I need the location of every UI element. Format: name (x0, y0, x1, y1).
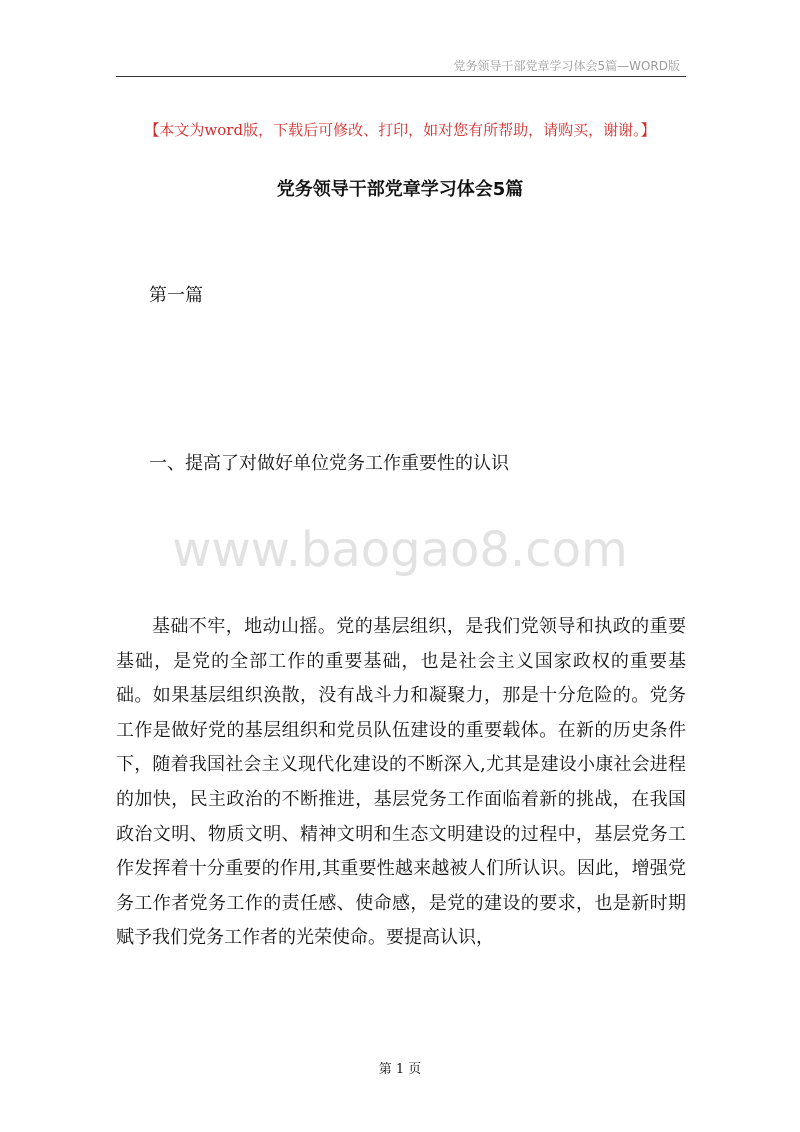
document-title: 党务领导干部党章学习体会5篇 (276, 179, 524, 200)
page-number: 第 1 页 (378, 1062, 422, 1077)
section-label: 第一篇 (149, 285, 203, 306)
body-paragraph: 基础不牢，地动山摇。党的基层组织，是我们党领导和执政的重要基础，是党的全部工作的重要基础，也是社会主义国家政权的重要基础。如果基层组织涣散，没有战斗力和凝聚力，那是十分危险的。党务工作是做好党的基层组织和党员队伍建设的重要载体。在新的历史条件下，随着我国社会主义现代化建设的不断深入,尤其是建设小康社会进程的加快，民主政治的不断推进，基层党务工作面临着新的挑战，在我国政治文明、物质文明、精神文明和生态文明建设的过程中，基层党务工作发挥着十分重要的作用,其重要性越来越被人们所认识。因此，增强党务工作者党务工作的责任感、使命感，是党的建设的要求，也是新时期赋予我们党务工作者的光荣使命。要提高认识， (116, 616, 686, 949)
watermark: www.baogao8.com (172, 522, 628, 578)
running-header: 党务领导干部党章学习体会5篇—WORD版 (453, 59, 680, 73)
download-notice: 【本文为word版，下载后可修改、打印，如对您有所帮助，请购买，谢谢。】 (144, 121, 656, 139)
header-rule (116, 76, 686, 77)
section-subheading: 一、提高了对做好单位党务工作重要性的认识 (149, 453, 509, 474)
